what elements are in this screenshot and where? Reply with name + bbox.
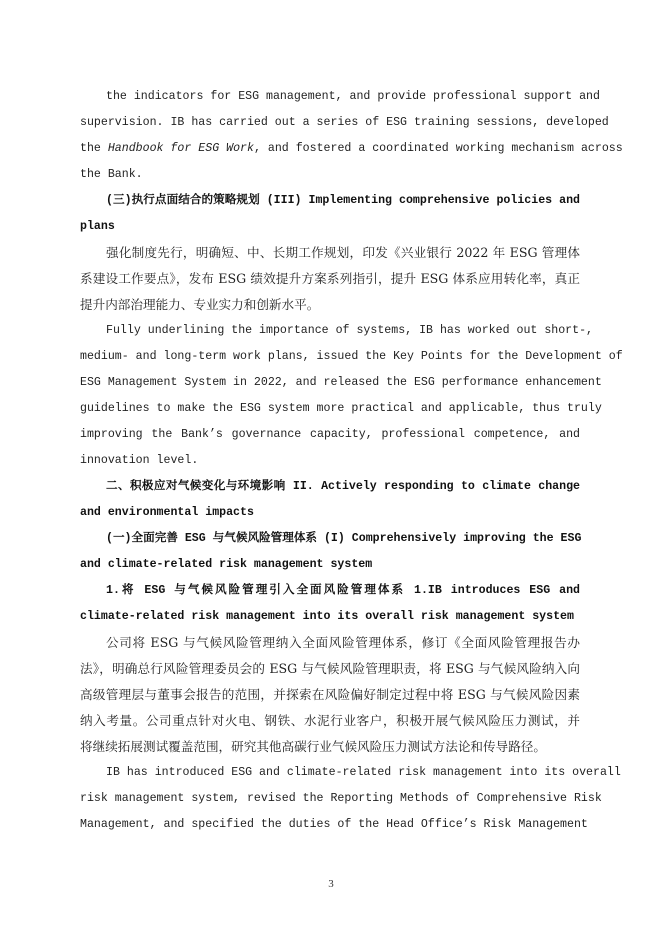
text-line: medium- and long-term work plans, issued the Key Points for the Development of <box>80 350 623 363</box>
text-line: 强化制度先行，明确短、中、长期工作规划，印发《兴业银行 2022 年 ESG 管理体 <box>106 245 580 260</box>
text-line: Management, and specified the duties of the Head Office’s Risk Management <box>80 818 588 831</box>
text-line: 系建设工作要点》，发布 ESG 绩效提升方案系列指引，提升 ESG 体系应用转化率，真正 <box>80 271 580 286</box>
section-heading <box>80 581 580 633</box>
text-line: 将继续拓展测试覆盖范围，研究其他高碳行业气候风险压力测试方法论和传导路径。 <box>80 739 546 754</box>
text-line: 提升内部治理能力、专业实力和创新水平。 <box>80 297 320 312</box>
text-line: plans <box>80 220 115 233</box>
document-body <box>80 87 623 841</box>
paragraph <box>80 87 623 191</box>
text-line: ESG Management System in 2022, and released the ESG performance enhancement <box>80 376 602 389</box>
text-line: and climate-related risk management system <box>80 558 373 571</box>
paragraph <box>80 763 621 841</box>
paragraph <box>80 243 580 321</box>
paragraph <box>80 321 623 477</box>
text-line: risk management system, revised the Reporting Methods of Comprehensive Risk <box>80 792 602 805</box>
text-line: the Handbook for ESG Work, and fostered a coordinated working mechanism across <box>80 142 623 155</box>
paragraph <box>80 633 580 763</box>
text-line: 纳入考量。公司重点针对火电、钢铁、水泥行业客户，积极开展气候风险压力测试，并 <box>80 713 580 728</box>
text-line: (一)全面完善 ESG 与气候风险管理体系 (I) Comprehensively improving the ESG <box>106 532 582 545</box>
section-heading <box>80 529 580 581</box>
text-line: the indicators for ESG management, and provide professional support and <box>106 90 600 103</box>
text-line: 高级管理层与董事会报告的范围，并探索在风险偏好制定过程中将 ESG 与气候风险因素 <box>80 687 580 702</box>
section-heading <box>80 191 580 243</box>
section-heading <box>80 477 580 529</box>
book-title: Handbook for ESG Work <box>107 142 254 155</box>
text-line: guidelines to make the ESG system more practical and applicable, thus truly <box>80 402 602 415</box>
text-line: (三)执行点面结合的策略规划 (III) Implementing comprehensive policies and <box>106 194 580 207</box>
text-line: supervision. IB has carried out a series of ESG training sessions, developed <box>80 116 609 129</box>
page-number: 3 <box>328 878 334 890</box>
text-line: improving the Bank’s governance capacity, professional competence, and <box>80 428 580 441</box>
text-line: Fully underlining the importance of systems, IB has worked out short-, <box>106 324 594 337</box>
text-line: 公司将 ESG 与气候风险管理纳入全面风险管理体系，修订《全面风险管理报告办 <box>106 635 580 650</box>
text-line: 法》，明确总行风险管理委员会的 ESG 与气候风险管理职责，将 ESG 与气候风险纳入向 <box>80 661 580 676</box>
text-line: IB has introduced ESG and climate-related risk management into its overall <box>106 766 621 779</box>
text-line: climate-related risk management into its overall risk management system <box>80 610 574 623</box>
text-line: 二、积极应对气候变化与环境影响 II. Actively responding to climate change <box>106 480 580 493</box>
text-line: 1.将 ESG 与气候风险管理引入全面风险管理体系 1.IB introduces ESG and <box>106 584 580 597</box>
text-line: and environmental impacts <box>80 506 254 519</box>
text-line: the Bank. <box>80 168 143 181</box>
text-line: innovation level. <box>80 454 199 467</box>
